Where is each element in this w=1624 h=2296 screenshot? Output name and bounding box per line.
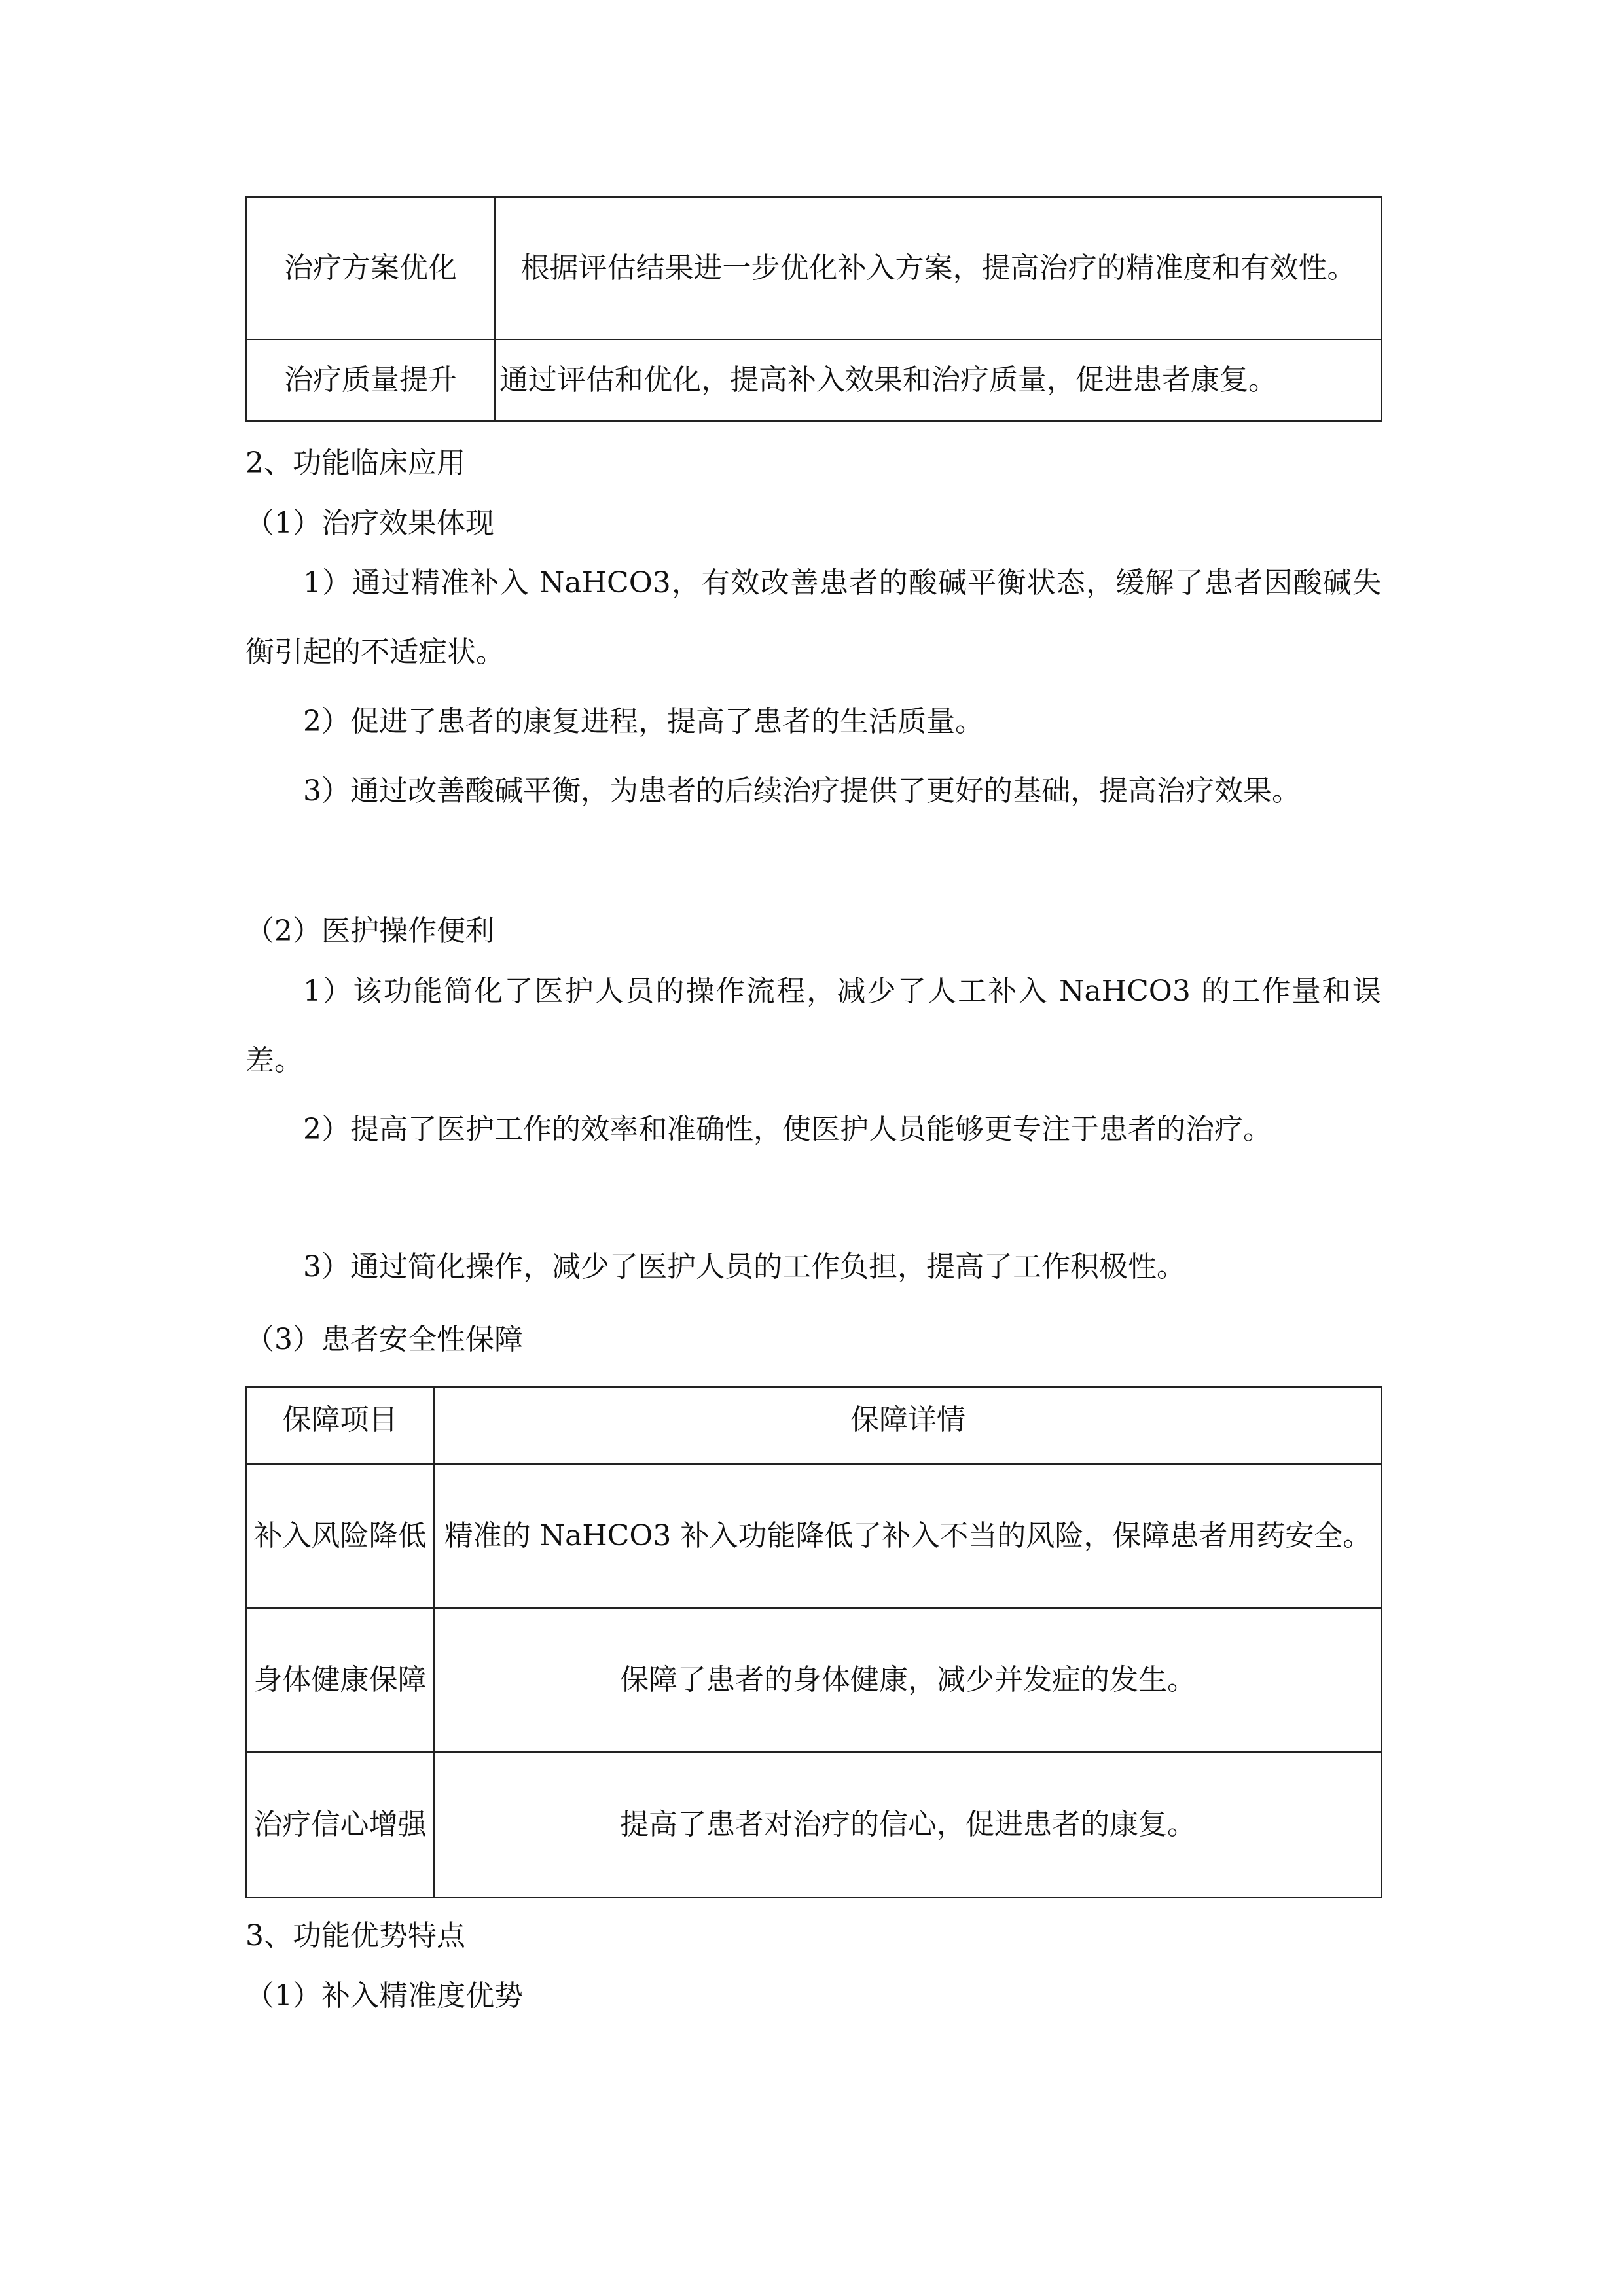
treatment-table <box>245 196 1382 422</box>
table-cell-detail: 通过评估和优化，提高补入效果和治疗质量，促进患者康复。 <box>495 340 1382 421</box>
table-row <box>246 1608 1382 1752</box>
subsection-heading: （1）治疗效果体现 <box>245 507 494 540</box>
subsection-heading: （3）患者安全性保障 <box>245 1323 523 1356</box>
safety-table <box>245 1386 1382 1898</box>
table-cell-label: 治疗质量提升 <box>246 340 495 421</box>
paragraph-text: 2）提高了医护工作的效率和准确性，使医护人员能够更专注于患者的治疗。 <box>303 1113 1272 1146</box>
table-cell-detail: 提高了患者对治疗的信心，促进患者的康复。 <box>434 1752 1382 1897</box>
paragraph <box>245 1095 1381 1164</box>
table-cell-label: 补入风险降低 <box>246 1464 434 1608</box>
table-cell-label: 治疗方案优化 <box>246 197 495 340</box>
paragraph <box>245 548 1381 687</box>
table-row <box>246 1464 1382 1608</box>
table-header-row <box>246 1387 1382 1464</box>
section-heading: 3、功能优势特点 <box>245 1919 465 1952</box>
table-cell-detail: 保障了患者的身体健康，减少并发症的发生。 <box>434 1608 1382 1752</box>
subsection-heading: （2）医护操作便利 <box>245 914 494 948</box>
subsection-heading: （1）补入精准度优势 <box>245 1979 523 2013</box>
paragraph-text: 1）通过精准补入 NaHCO3，有效改善患者的酸碱平衡状态，缓解了患者因酸碱失衡引起的不适症状。 <box>245 566 1381 669</box>
table-row <box>246 197 1382 340</box>
table-cell-label: 身体健康保障 <box>246 1608 434 1752</box>
paragraph-text: 3）通过简化操作，减少了医护人员的工作负担，提高了工作积极性。 <box>303 1250 1185 1283</box>
table-header-cell: 保障项目 <box>246 1387 434 1464</box>
paragraph <box>245 1232 1381 1302</box>
table-cell-label: 治疗信心增强 <box>246 1752 434 1897</box>
table-cell-detail: 根据评估结果进一步优化补入方案，提高治疗的精准度和有效性。 <box>495 197 1382 340</box>
paragraph <box>245 757 1381 826</box>
table-row <box>246 340 1382 421</box>
paragraph-text: 3）通过改善酸碱平衡，为患者的后续治疗提供了更好的基础，提高治疗效果。 <box>303 774 1301 808</box>
paragraph <box>245 687 1381 757</box>
table-cell-detail: 精准的 NaHCO3 补入功能降低了补入不当的风险，保障患者用药安全。 <box>434 1464 1382 1608</box>
section-heading: 2、功能临床应用 <box>245 446 465 480</box>
paragraph <box>245 957 1381 1096</box>
table-row <box>246 1752 1382 1897</box>
paragraph-text: 2）促进了患者的康复进程，提高了患者的生活质量。 <box>303 705 984 738</box>
table-header-cell: 保障详情 <box>434 1387 1382 1464</box>
paragraph-text: 1）该功能简化了医护人员的操作流程，减少了人工补入 NaHCO3 的工作量和误差。 <box>245 975 1381 1077</box>
